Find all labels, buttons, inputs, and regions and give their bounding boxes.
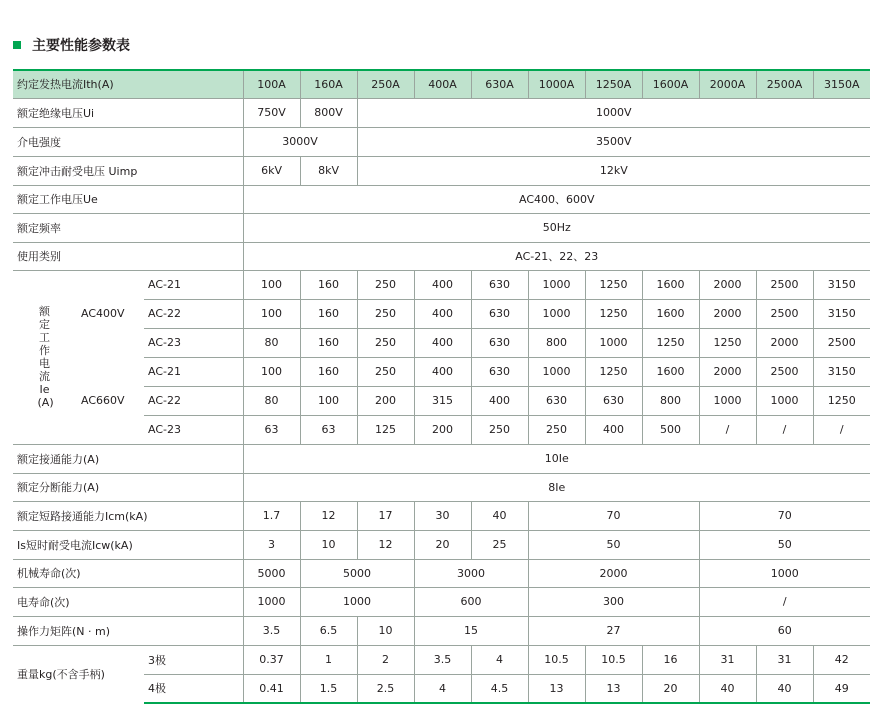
table-cell: 1000 <box>528 270 585 299</box>
table-cell: 6.5 <box>300 616 357 645</box>
table-cell: 50Hz <box>243 213 870 242</box>
table-cell: 3 <box>243 530 300 559</box>
row-label: 介电强度 <box>13 127 243 156</box>
table-cell: 160 <box>300 299 357 328</box>
table-cell: 1600 <box>642 357 699 386</box>
title-bullet-icon <box>13 41 21 49</box>
table-cell: 10 <box>357 616 414 645</box>
table-cell: 20 <box>414 530 471 559</box>
header-cell: 1250A <box>585 70 642 98</box>
table-row <box>13 357 870 386</box>
table-row <box>13 587 870 616</box>
table-cell: 630 <box>528 386 585 415</box>
table-cell: 1000 <box>699 559 870 587</box>
row-label: 使用类别 <box>13 242 243 270</box>
table-cell: 800 <box>642 386 699 415</box>
table-cell: 250 <box>357 299 414 328</box>
table-cell: 2000 <box>699 270 756 299</box>
table-cell: 1250 <box>642 328 699 357</box>
table-cell: 10.5 <box>585 645 642 674</box>
table-cell: 40 <box>699 674 756 703</box>
table-cell: 2500 <box>813 328 870 357</box>
header-row <box>13 70 870 98</box>
table-cell: 2000 <box>699 357 756 386</box>
table-cell: 1250 <box>585 357 642 386</box>
table-cell: 400 <box>414 328 471 357</box>
row-label: 额定接通能力(A) <box>13 444 243 473</box>
table-cell: 250 <box>357 270 414 299</box>
table-row <box>13 616 870 645</box>
table-cell: 800V <box>300 98 357 127</box>
category-label: AC-22 <box>144 299 243 328</box>
header-cell: 630A <box>471 70 528 98</box>
table-cell: 1250 <box>585 270 642 299</box>
table-cell: 3.5 <box>414 645 471 674</box>
table-cell: 100 <box>243 299 300 328</box>
table-cell: 63 <box>300 415 357 444</box>
spec-table <box>13 69 870 704</box>
category-label: AC-21 <box>144 270 243 299</box>
table-cell: 63 <box>243 415 300 444</box>
table-row <box>13 270 870 299</box>
header-cell: 2500A <box>756 70 813 98</box>
table-cell: 31 <box>756 645 813 674</box>
header-cell: 100A <box>243 70 300 98</box>
table-cell: 3.5 <box>243 616 300 645</box>
table-cell: 1600 <box>642 270 699 299</box>
table-cell: 315 <box>414 386 471 415</box>
table-cell: 8Ie <box>243 473 870 501</box>
table-cell: 2.5 <box>357 674 414 703</box>
table-cell: 1000V <box>357 98 870 127</box>
category-label: AC-21 <box>144 357 243 386</box>
table-cell: 12 <box>357 530 414 559</box>
row-label: 电寿命(次) <box>13 587 243 616</box>
row-label: 重量kg(不含手柄) <box>17 668 105 681</box>
table-cell: 1000 <box>243 587 300 616</box>
table-cell: 1.5 <box>300 674 357 703</box>
table-cell: 15 <box>414 616 528 645</box>
table-cell: 10.5 <box>528 645 585 674</box>
table-cell: 3000 <box>414 559 528 587</box>
row-label: 机械寿命(次) <box>13 559 243 587</box>
table-cell: 60 <box>699 616 870 645</box>
table-row <box>13 473 870 501</box>
table-cell: 4 <box>414 674 471 703</box>
table-cell: 3150 <box>813 357 870 386</box>
table-cell: AC-21、22、23 <box>243 242 870 270</box>
table-cell: 1000 <box>528 299 585 328</box>
table-cell: 750V <box>243 98 300 127</box>
table-row <box>13 530 870 559</box>
voltage-group: AC660V <box>76 357 144 444</box>
table-cell: 3000V <box>243 127 357 156</box>
row-label: Is短时耐受电流Icw(kA) <box>13 530 243 559</box>
table-cell: 100 <box>243 270 300 299</box>
table-cell: 70 <box>528 501 699 530</box>
table-cell: 1250 <box>585 299 642 328</box>
table-cell: 160 <box>300 270 357 299</box>
table-cell: 500 <box>642 415 699 444</box>
table-cell: 1.7 <box>243 501 300 530</box>
table-cell: 8kV <box>300 156 357 185</box>
table-cell: 50 <box>528 530 699 559</box>
table-cell: 2000 <box>528 559 699 587</box>
header-cell: 160A <box>300 70 357 98</box>
table-cell: 1600 <box>642 299 699 328</box>
table-cell: 70 <box>699 501 870 530</box>
table-row <box>13 98 870 127</box>
table-cell: 1250 <box>699 328 756 357</box>
table-cell: 2 <box>357 645 414 674</box>
table-cell: / <box>813 415 870 444</box>
row-label: 额定绝缘电压Ui <box>13 98 243 127</box>
table-cell: 17 <box>357 501 414 530</box>
voltage-group: AC400V <box>81 307 125 320</box>
table-cell: 0.37 <box>243 645 300 674</box>
table-cell: 1000 <box>585 328 642 357</box>
table-cell: 6kV <box>243 156 300 185</box>
header-cell: 400A <box>414 70 471 98</box>
table-cell: 31 <box>699 645 756 674</box>
table-cell: 200 <box>414 415 471 444</box>
table-cell: 0.41 <box>243 674 300 703</box>
table-cell: 2500 <box>756 270 813 299</box>
table-cell: 1 <box>300 645 357 674</box>
table-cell: 80 <box>243 386 300 415</box>
table-row <box>13 501 870 530</box>
table-cell: 50 <box>699 530 870 559</box>
table-cell: 16 <box>642 645 699 674</box>
poles-label: 4极 <box>144 674 243 703</box>
table-row <box>13 185 870 213</box>
row-label: 约定发热电流Ith(A) <box>13 70 243 98</box>
table-cell: 400 <box>585 415 642 444</box>
row-label: 操作力矩阵(N · m) <box>13 616 243 645</box>
poles-label: 3极 <box>144 645 243 674</box>
title-text: 主要性能参数表 <box>32 38 130 54</box>
table-cell: 12kV <box>357 156 870 185</box>
header-cell: 1000A <box>528 70 585 98</box>
table-cell: 630 <box>585 386 642 415</box>
table-cell: / <box>699 587 870 616</box>
table-cell: 600 <box>414 587 528 616</box>
table-row <box>13 444 870 473</box>
table-cell: 250 <box>357 328 414 357</box>
table-cell: 3150 <box>813 299 870 328</box>
table-cell: 42 <box>813 645 870 674</box>
table-cell: 40 <box>756 674 813 703</box>
table-cell: 80 <box>243 328 300 357</box>
table-cell: 2000 <box>756 328 813 357</box>
table-cell: 1000 <box>300 587 414 616</box>
table-cell: 12 <box>300 501 357 530</box>
table-cell: 250 <box>528 415 585 444</box>
category-label: AC-22 <box>144 386 243 415</box>
table-cell: 1250 <box>813 386 870 415</box>
table-cell: 5000 <box>243 559 300 587</box>
table-cell: 250 <box>471 415 528 444</box>
table-cell: 4 <box>471 645 528 674</box>
table-cell: 25 <box>471 530 528 559</box>
table-row <box>13 242 870 270</box>
table-cell: 10 <box>300 530 357 559</box>
table-cell: 3500V <box>357 127 870 156</box>
category-label: AC-23 <box>144 328 243 357</box>
header-cell: 2000A <box>699 70 756 98</box>
table-cell: 400 <box>414 299 471 328</box>
table-cell: / <box>699 415 756 444</box>
table-cell: 49 <box>813 674 870 703</box>
table-cell: 1000 <box>756 386 813 415</box>
table-cell: AC400、600V <box>243 185 870 213</box>
table-cell: 400 <box>414 270 471 299</box>
table-cell: 160 <box>300 357 357 386</box>
table-cell: 100 <box>243 357 300 386</box>
row-label: 额定工作电压Ue <box>13 185 243 213</box>
table-row <box>13 127 870 156</box>
row-label: 额定冲击耐受电压 Uimp <box>13 156 243 185</box>
table-cell: 160 <box>300 328 357 357</box>
table-cell: 630 <box>471 270 528 299</box>
row-label: 额定频率 <box>13 213 243 242</box>
category-label: AC-23 <box>144 415 243 444</box>
ie-label: 额定工作电流 Ie(A) <box>13 270 76 444</box>
table-cell: 200 <box>357 386 414 415</box>
table-cell: 2500 <box>756 357 813 386</box>
table-cell: 3150 <box>813 270 870 299</box>
table-cell: 5000 <box>300 559 414 587</box>
table-row <box>13 156 870 185</box>
header-cell: 1600A <box>642 70 699 98</box>
table-cell: 630 <box>471 328 528 357</box>
table-cell: 125 <box>357 415 414 444</box>
table-cell: 2500 <box>756 299 813 328</box>
table-cell: 13 <box>585 674 642 703</box>
table-cell: 250 <box>357 357 414 386</box>
table-cell: 4.5 <box>471 674 528 703</box>
header-cell: 3150A <box>813 70 870 98</box>
table-cell: 400 <box>414 357 471 386</box>
table-cell: 10Ie <box>243 444 870 473</box>
table-cell: 1000 <box>528 357 585 386</box>
table-cell: 630 <box>471 299 528 328</box>
table-row <box>13 559 870 587</box>
table-cell: 30 <box>414 501 471 530</box>
row-label: 额定分断能力(A) <box>13 473 243 501</box>
table-cell: 20 <box>642 674 699 703</box>
table-cell: 630 <box>471 357 528 386</box>
table-cell: 400 <box>471 386 528 415</box>
table-row <box>13 213 870 242</box>
header-cell: 250A <box>357 70 414 98</box>
row-label: 额定短路接通能力Icm(kA) <box>13 501 243 530</box>
table-cell: 27 <box>528 616 699 645</box>
table-row <box>13 645 870 674</box>
table-cell: 2000 <box>699 299 756 328</box>
table-cell: / <box>756 415 813 444</box>
table-cell: 40 <box>471 501 528 530</box>
table-cell: 1000 <box>699 386 756 415</box>
table-cell: 300 <box>528 587 699 616</box>
section-title <box>13 35 130 55</box>
table-cell: 800 <box>528 328 585 357</box>
table-cell: 100 <box>300 386 357 415</box>
table-cell: 13 <box>528 674 585 703</box>
